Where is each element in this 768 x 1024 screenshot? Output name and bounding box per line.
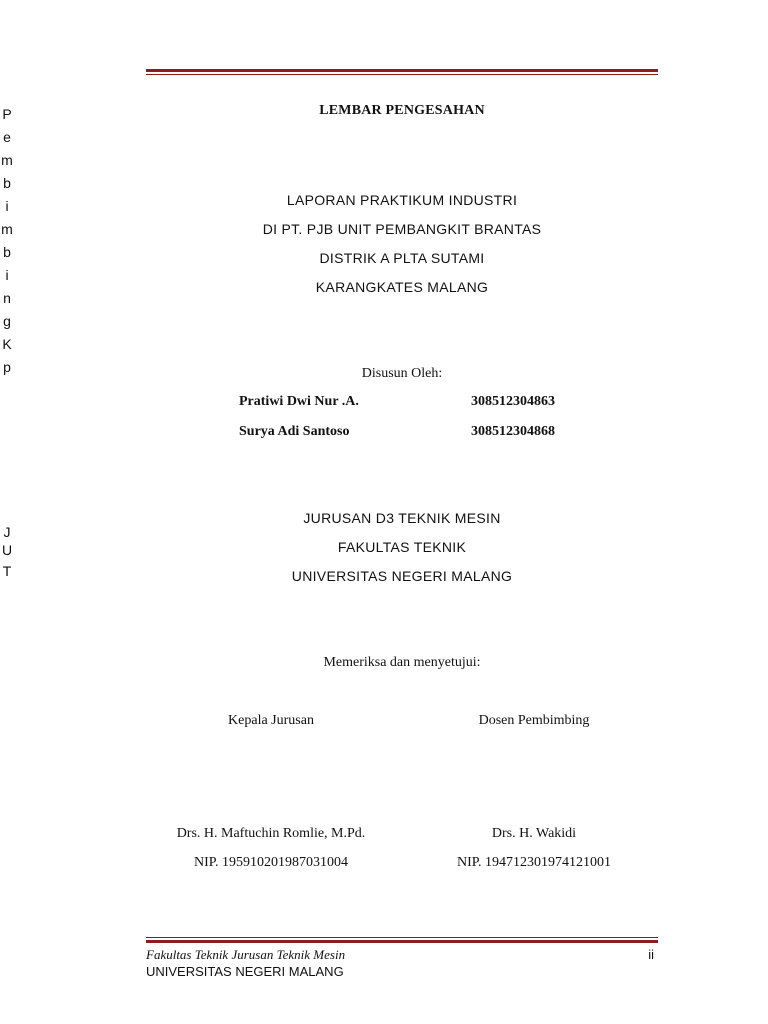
side-letter: J (3, 524, 11, 540)
side-letter: i (5, 198, 9, 214)
side-letter: i (5, 267, 9, 283)
institution-line: FAKULTAS TEKNIK (337, 539, 467, 555)
signatory-left-nip: NIP. 195910201987031004 (193, 855, 348, 870)
page-number: ii (648, 947, 654, 962)
footer-faculty: Fakultas Teknik Jurusan Teknik Mesin (146, 947, 346, 962)
signatory-right-role: Dosen Pembimbing (478, 713, 590, 728)
institution-line: UNIVERSITAS NEGERI MALANG (291, 568, 513, 584)
side-letter: K (2, 336, 12, 352)
side-letter: U (1, 542, 13, 558)
side-letter: b (3, 244, 11, 260)
side-letter: b (3, 175, 11, 191)
signatory-right-name: Drs. H. Wakidi (491, 826, 577, 841)
page-title: LEMBAR PENGESAHAN (319, 103, 485, 118)
side-letter: n (3, 290, 11, 306)
side-letter: m (1, 152, 13, 168)
author-name: Surya Adi Santoso (239, 424, 350, 439)
footer-rule (146, 937, 658, 943)
report-title-line: KARANGKATES MALANG (315, 279, 489, 295)
report-title-line: DI PT. PJB UNIT PEMBANGKIT BRANTAS (262, 221, 542, 237)
footer-university: UNIVERSITAS NEGERI MALANG (146, 964, 344, 979)
side-letter: e (3, 129, 11, 145)
prepared-by-label: Disusun Oleh: (361, 366, 443, 381)
side-letter: T (2, 563, 12, 579)
author-id: 308512304863 (471, 394, 555, 409)
side-letter: m (1, 221, 13, 237)
signatory-right-nip: NIP. 194712301974121001 (456, 855, 611, 870)
author-name: Pratiwi Dwi Nur .A. (239, 394, 359, 409)
signatory-left-name: Drs. H. Maftuchin Romlie, M.Pd. (176, 826, 366, 841)
approval-label: Memeriksa dan menyetujui: (323, 655, 481, 670)
report-title-line: LAPORAN PRAKTIKUM INDUSTRI (286, 192, 518, 208)
side-letter: p (3, 359, 11, 375)
signatory-left-role: Kepala Jurusan (228, 713, 314, 728)
author-id: 308512304868 (471, 424, 555, 439)
side-letter: g (3, 313, 11, 329)
side-letter: P (2, 106, 12, 122)
institution-line: JURUSAN D3 TEKNIK MESIN (303, 510, 501, 526)
header-rule (146, 69, 658, 75)
report-title-line: DISTRIK A PLTA SUTAMI (319, 250, 485, 266)
